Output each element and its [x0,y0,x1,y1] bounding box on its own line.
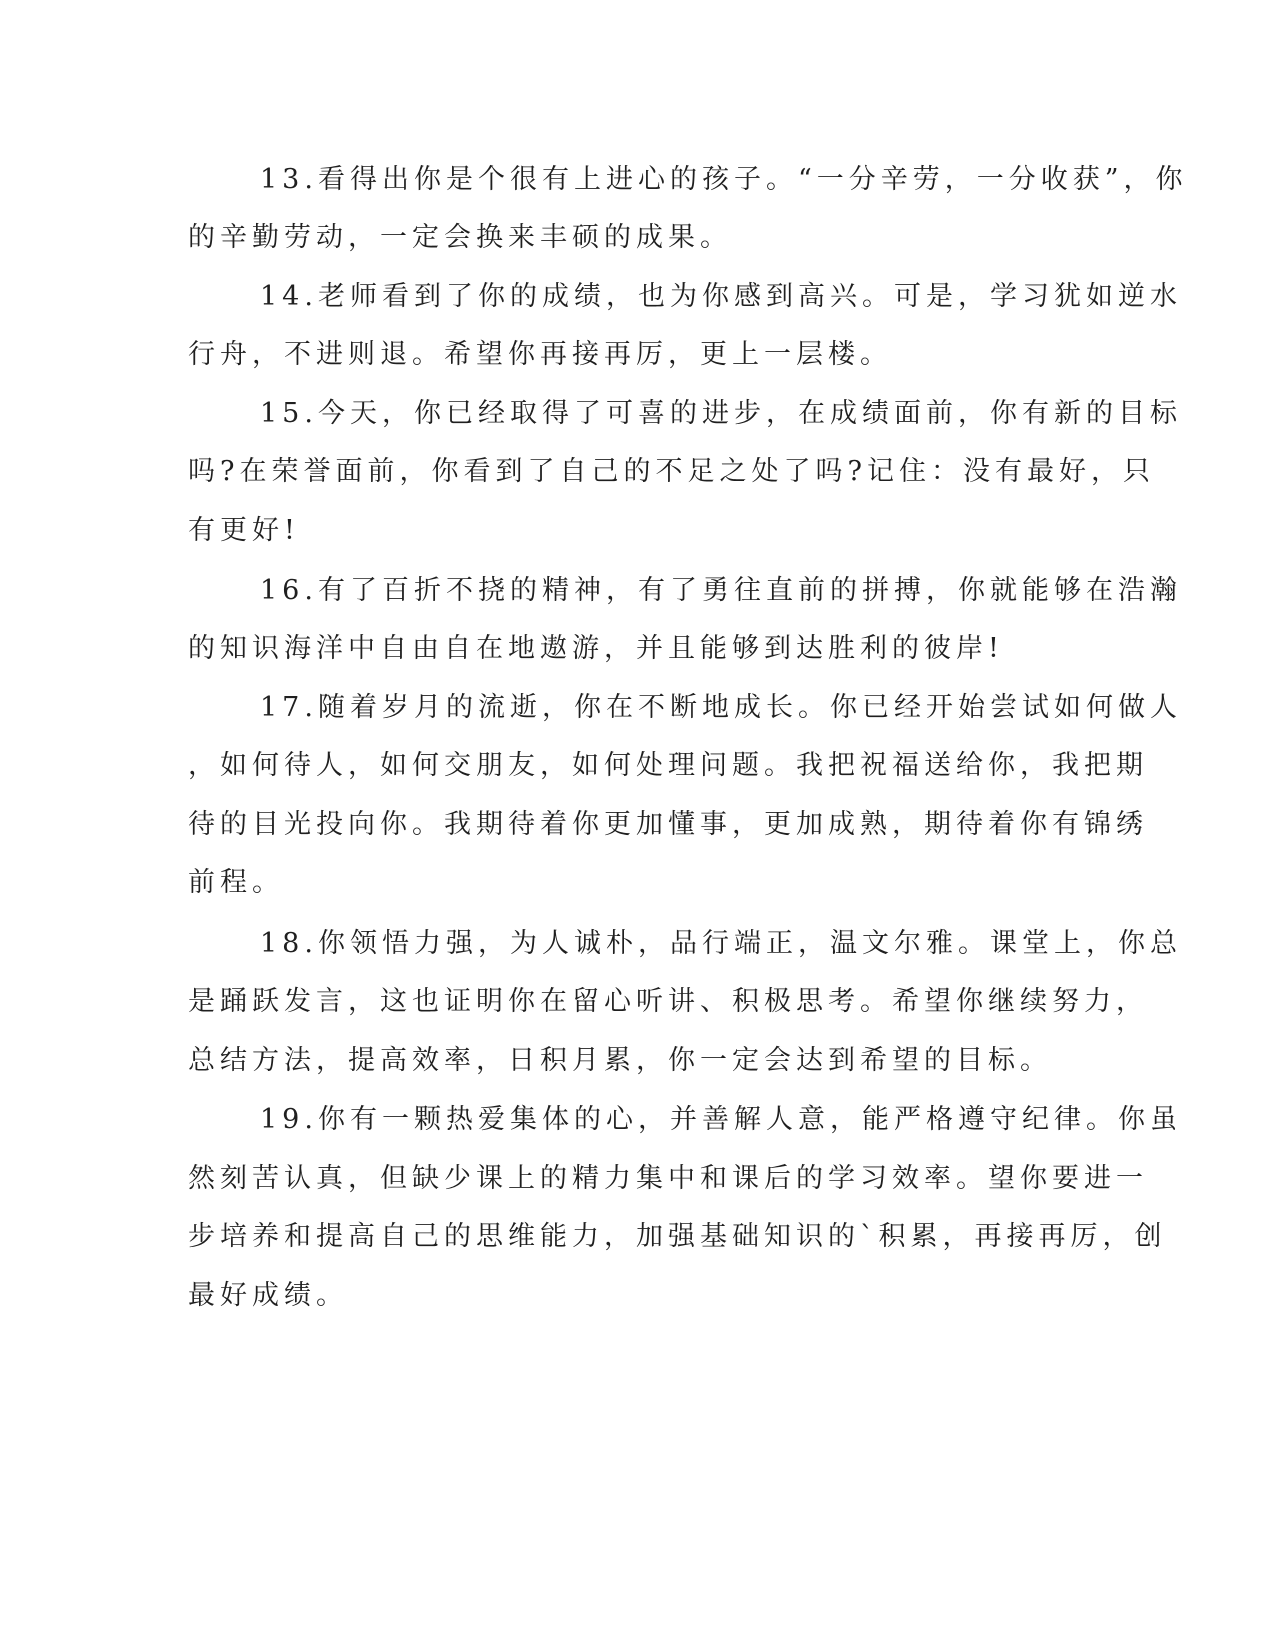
paragraph-line: 18.你领悟力强，为人诚朴，品行端正，温文尔雅。课堂上，你总 [260,928,1182,959]
paragraph-line: 是踊跃发言，这也证明你在留心听讲、积极思考。希望你继续努力， [188,986,1148,1017]
paragraph-line: 步培养和提高自己的思维能力，加强基础知识的`积累，再接再厉，创 [188,1221,1167,1252]
paragraph-line: 最好成绩。 [188,1280,348,1311]
paragraph-line: 有更好! [188,515,300,546]
paragraph-line: 17.随着岁月的流逝，你在不断地成长。你已经开始尝试如何做人 [260,692,1182,723]
paragraph-line: 14.老师看到了你的成绩，也为你感到高兴。可是，学习犹如逆水 [260,281,1182,312]
paragraph-line: ，如何待人，如何交朋友，如何处理问题。我把祝福送给你，我把期 [188,750,1148,781]
paragraph-line: 的辛勤劳动，一定会换来丰硕的成果。 [188,222,732,253]
paragraph-line: 19.你有一颗热爱集体的心，并善解人意，能严格遵守纪律。你虽 [260,1104,1182,1135]
paragraph-line: 13.看得出你是个很有上进心的孩子。“一分辛劳，一分收获”，你 [260,164,1188,195]
paragraph-line: 行舟，不进则退。希望你再接再厉，更上一层楼。 [188,339,892,370]
paragraph-line: 吗?在荣誉面前，你看到了自己的不足之处了吗?记住：没有最好，只 [188,456,1155,487]
paragraph-line: 待的目光投向你。我期待着你更加懂事，更加成熟，期待着你有锦绣 [188,809,1148,840]
paragraph-line: 16.有了百折不挠的精神，有了勇往直前的拼搏，你就能够在浩瀚 [260,575,1182,606]
paragraph-line: 总结方法，提高效率，日积月累，你一定会达到希望的目标。 [188,1045,1052,1076]
paragraph-line: 15.今天，你已经取得了可喜的进步，在成绩面前，你有新的目标 [260,398,1182,429]
paragraph-line: 的知识海洋中自由自在地遨游，并且能够到达胜利的彼岸! [188,633,1004,664]
paragraph-line: 前程。 [188,867,284,898]
paragraph-line: 然刻苦认真，但缺少课上的精力集中和课后的学习效率。望你要进一 [188,1163,1148,1194]
